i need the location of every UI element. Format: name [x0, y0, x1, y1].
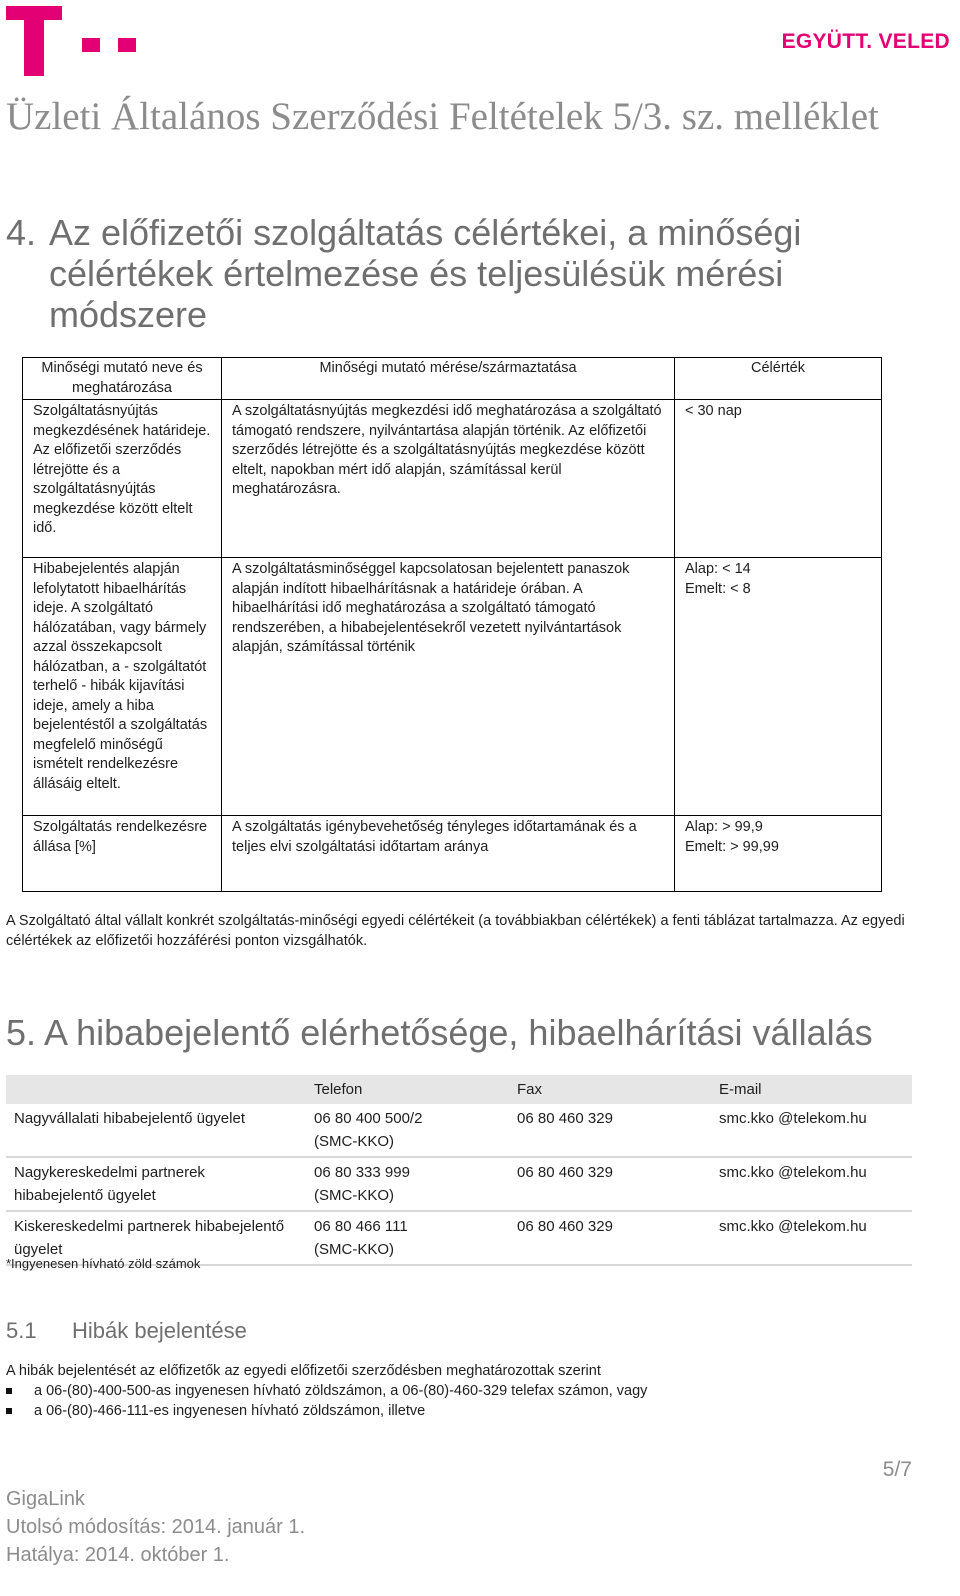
reporting-section — [6, 1361, 946, 1421]
table-row — [23, 816, 882, 892]
brand-slogan: EGYÜTT. VELED — [781, 30, 950, 53]
indicator-name: Szolgáltatásnyújtás megkezdésének határideje. Az előfizetői szerződés létrejötte és a szolgáltatásnyújtás megkezdése között eltelt idő. — [23, 400, 222, 558]
telekom-logo — [6, 6, 62, 76]
phone-note: (SMC-KKO) — [314, 1241, 394, 1258]
list-item — [6, 1381, 946, 1401]
service-name: Nagykereskedelmi partnerek hibabejelentő ügyelet — [6, 1157, 306, 1211]
table-row — [6, 1157, 912, 1211]
email-address: smc.kko @telekom.hu — [711, 1211, 912, 1265]
email-address: smc.kko @telekom.hu — [711, 1157, 912, 1211]
column-header: Telefon — [306, 1075, 509, 1104]
indicator-name: Szolgáltatás rendelkezésre állása [%] — [23, 816, 222, 892]
phone-cell — [306, 1104, 509, 1157]
target-line: Alap: < 14 — [685, 561, 751, 577]
service-name: Kiskereskedelmi partnerek hibabejelentő ügyelet — [6, 1211, 306, 1265]
service-name: Nagyvállalati hibabejelentő ügyelet — [6, 1104, 306, 1157]
table-header-row — [6, 1075, 912, 1104]
phone-note: (SMC-KKO) — [314, 1133, 394, 1150]
bullet-icon — [6, 1388, 12, 1394]
page-number: 5/7 — [882, 1458, 912, 1481]
fax-number: 06 80 460 329 — [509, 1104, 711, 1157]
section-number: 5.1 — [6, 1318, 37, 1343]
body-paragraph: A Szolgáltató által vállalt konkrét szolgáltatás-minőségi egyedi célértékeit (a továbbiakban célértékek) a fenti táblázat tartalmazza. Az egyedi célértékek az előfizetői hozzáférési ponton vizsgálhatók. — [6, 913, 905, 949]
phone-number: 06 80 400 500/2 — [314, 1110, 423, 1127]
target-line: < 30 nap — [685, 403, 742, 419]
phone-number: 06 80 466 111 — [314, 1218, 408, 1235]
logo-dot — [82, 38, 100, 52]
product-name: GigaLink — [6, 1488, 85, 1510]
section-title: Hibák bejelentése — [72, 1318, 247, 1343]
quality-targets-table — [22, 357, 882, 892]
contact-table — [6, 1075, 912, 1266]
target-line: Emelt: > 99,99 — [685, 838, 779, 855]
phone-cell — [306, 1157, 509, 1211]
indicator-method: A szolgáltatásminőséggel kapcsolatosan bejelentett panaszok alapján indított hibaelhárításnak a határideje órában. A hibaelhárítási idő meghatározása a szolgáltató támogató rendszerében, a hibabejelentésekről vezetett nyilvántartások alapján, számítással történik — [222, 558, 675, 816]
phone-cell — [306, 1211, 509, 1265]
column-header: Fax — [509, 1075, 711, 1104]
indicator-target — [675, 400, 882, 558]
target-line: Emelt: < 8 — [685, 580, 751, 597]
footer — [6, 1485, 305, 1569]
list-item-text: a 06-(80)-400-500-as ingyenesen hívható zöldszámon, a 06-(80)-460-329 telefax számon, vagy — [34, 1383, 648, 1399]
list-item-text: a 06-(80)-466-111-es ingyenesen hívható zöldszámon, illetve — [34, 1403, 426, 1419]
section-number: 4. — [6, 212, 37, 253]
indicator-method: A szolgáltatás igénybevehetőség tényleges időtartamának és a teljes elvi szolgáltatási időtartam aránya — [222, 816, 675, 892]
logo-t-stem — [24, 6, 44, 76]
fax-number: 06 80 460 329 — [509, 1157, 711, 1211]
list-item — [6, 1401, 946, 1421]
target-line: Alap: > 99,9 — [685, 819, 763, 835]
last-modified: Utolsó módosítás: 2014. január 1. — [6, 1516, 306, 1538]
section-title: Az előfizetői szolgáltatás célértékei, a minőségi célértékek értelmezése és teljesülésük mérési módszere — [49, 212, 802, 335]
body-paragraph: A hibák bejelentését az előfizetők az egyedi előfizetői szerződésben meghatározottak szerint — [6, 1363, 601, 1379]
indicator-method: A szolgáltatásnyújtás megkezdési idő meghatározása a szolgáltató támogató rendszere, nyilvántartása alapján történik. Az előfizetői szerződés létrejötte és a szolgáltatásnyújtás megkezdése között eltelt, napokban mért idő alapján, számítással kerül meghatározásra. — [222, 400, 675, 558]
table-row — [23, 558, 882, 816]
table-row — [23, 400, 882, 558]
table-row — [6, 1104, 912, 1157]
column-header: Célérték — [675, 358, 882, 400]
column-header: Minőségi mutató mérése/származtatása — [222, 358, 675, 400]
column-header: Minőségi mutató neve és meghatározása — [23, 358, 222, 400]
logo-dot — [118, 38, 136, 52]
phone-note: (SMC-KKO) — [314, 1187, 394, 1204]
section-5-1-heading — [6, 1318, 247, 1344]
table-header-row — [23, 358, 882, 400]
fax-number: 06 80 460 329 — [509, 1211, 711, 1265]
indicator-name: Hibabejelentés alapján lefolytatott hibaelhárítás ideje. A szolgáltató hálózatában, vagy bármely azzal összekapcsolt hálózatban, a - szolgáltatót terhelő - hibák kijavítási ideje, amely a hiba bejelentéstől a szolgáltatás megfelelő minőségű ismételt rendelkezésre állásáig eltelt. — [23, 558, 222, 816]
indicator-target — [675, 558, 882, 816]
section-5-heading: 5. A hibabejelentő elérhetősége, hibaelhárítási vállalás — [6, 1012, 873, 1053]
document-title: Üzleti Általános Szerződési Feltételek 5/3. sz. melléklet — [6, 95, 879, 138]
effective-date: Hatálya: 2014. október 1. — [6, 1544, 230, 1566]
bullet-icon — [6, 1408, 12, 1414]
table-footnote: *Ingyenesen hívható zöld számok — [6, 1256, 201, 1271]
phone-number: 06 80 333 999 — [314, 1164, 410, 1181]
indicator-target — [675, 816, 882, 892]
email-address: smc.kko @telekom.hu — [711, 1104, 912, 1157]
column-header — [6, 1075, 306, 1104]
column-header: E-mail — [711, 1075, 912, 1104]
